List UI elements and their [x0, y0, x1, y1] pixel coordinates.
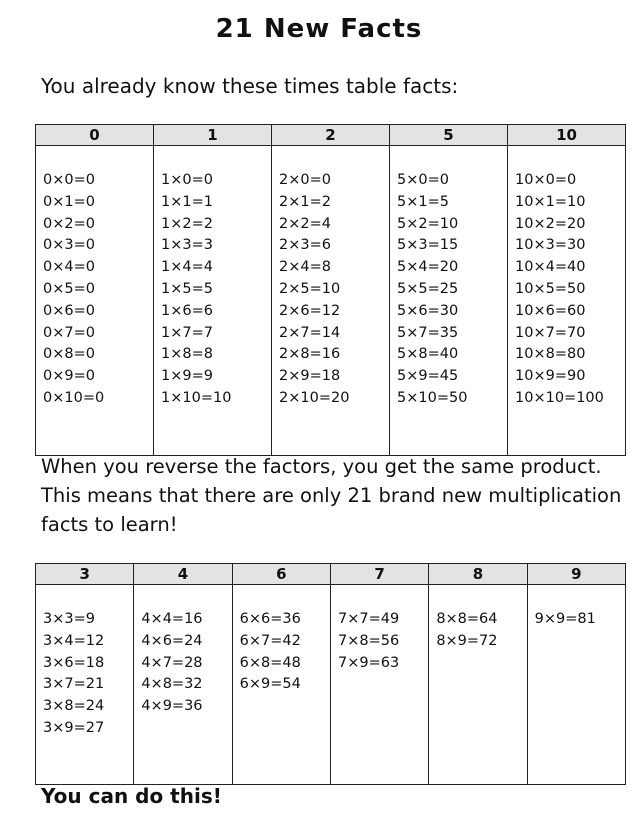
fact-entry: 7×9=63 — [337, 654, 400, 671]
fact-entry: 10×2=20 — [515, 215, 586, 232]
explanation-paragraph: When you reverse the factors, you get the same product. This means that there are only 21 brand new multiplication facts to learn! — [41, 455, 622, 536]
column-header: 6 — [232, 564, 330, 585]
column-header: 4 — [134, 564, 232, 585]
fact-entry: 1×10=10 — [161, 389, 232, 406]
fact-entry: 8×9=72 — [436, 632, 498, 649]
fact-entry: 2×4=8 — [279, 259, 331, 276]
fact-entry: 1×3=3 — [161, 237, 213, 254]
fact-entry: 3×9=27 — [43, 719, 105, 736]
fact-entry: 6×8=48 — [239, 654, 301, 671]
page-title: 21 New Facts — [215, 14, 423, 44]
fact-entry: 4×4=16 — [141, 611, 203, 627]
fact-entry: 0×10=0 — [43, 389, 105, 406]
fact-entry: 6×7=42 — [239, 632, 301, 649]
fact-entry: 1×1=1 — [161, 193, 213, 210]
fact-entry: 2×0=0 — [279, 172, 331, 188]
fact-entry: 2×8=16 — [279, 346, 341, 363]
fact-entry: 0×5=0 — [43, 280, 95, 297]
facts-column — [232, 585, 330, 785]
fact-entry: 10×1=10 — [515, 193, 586, 210]
fact-entry: 6×9=54 — [239, 676, 301, 693]
facts-column — [527, 585, 625, 785]
fact-entry: 2×7=14 — [279, 324, 341, 341]
closing-text: You can do this! — [41, 784, 222, 808]
fact-entry: 2×5=10 — [279, 280, 341, 297]
facts-column — [330, 585, 428, 785]
fact-entry: 0×8=0 — [43, 346, 95, 363]
column-header: 3 — [36, 564, 134, 585]
fact-entry: 5×2=10 — [397, 215, 459, 232]
column-header: 0 — [36, 125, 154, 146]
fact-entry: 5×6=30 — [397, 302, 459, 319]
fact-entry: 0×6=0 — [43, 302, 95, 319]
fact-entry: 3×3=9 — [43, 611, 95, 627]
column-header: 1 — [154, 125, 272, 146]
fact-entry: 4×8=32 — [141, 676, 203, 693]
fact-entry: 4×6=24 — [141, 632, 203, 649]
fact-entry: 0×3=0 — [43, 237, 95, 254]
fact-entry: 10×8=80 — [515, 346, 586, 363]
fact-entry: 8×8=64 — [436, 611, 498, 627]
fact-entry: 1×2=2 — [161, 215, 213, 232]
fact-entry: 0×2=0 — [43, 215, 95, 232]
fact-entry: 2×10=20 — [279, 389, 350, 406]
intro-text: You already know these times table facts: — [41, 74, 459, 98]
column-header: 10 — [508, 125, 626, 146]
known-facts-table — [35, 124, 626, 456]
fact-entry: 10×7=70 — [515, 324, 586, 341]
fact-entry: 2×2=4 — [279, 215, 331, 232]
fact-entry: 10×6=60 — [515, 302, 586, 319]
fact-entry: 0×0=0 — [43, 172, 95, 188]
column-header: 5 — [390, 125, 508, 146]
fact-entry: 6×6=36 — [239, 611, 301, 627]
fact-entry: 5×7=35 — [397, 324, 459, 341]
fact-entry: 4×9=36 — [141, 698, 203, 715]
fact-entry: 5×5=25 — [397, 280, 459, 297]
fact-entry: 1×9=9 — [161, 368, 213, 385]
fact-entry: 7×7=49 — [337, 611, 400, 627]
fact-entry: 1×8=8 — [161, 346, 213, 363]
facts-column — [36, 585, 134, 785]
fact-entry: 0×1=0 — [43, 193, 95, 210]
new-facts-table — [35, 563, 626, 785]
column-header: 2 — [272, 125, 390, 146]
fact-entry: 0×9=0 — [43, 368, 95, 385]
fact-entry: 5×8=40 — [397, 346, 459, 363]
fact-entry: 10×9=90 — [515, 368, 586, 385]
fact-entry: 10×4=40 — [515, 259, 586, 276]
facts-column — [390, 146, 508, 456]
fact-entry: 3×4=12 — [43, 632, 105, 649]
fact-entry: 0×7=0 — [43, 324, 95, 341]
fact-entry: 3×6=18 — [43, 654, 105, 671]
fact-entry: 2×6=12 — [279, 302, 341, 319]
column-header: 9 — [527, 564, 625, 585]
fact-entry: 1×4=4 — [161, 259, 213, 276]
fact-entry: 5×1=5 — [397, 193, 449, 210]
fact-entry: 3×8=24 — [43, 698, 105, 715]
fact-entry: 5×3=15 — [397, 237, 459, 254]
fact-entry: 2×1=2 — [279, 193, 331, 210]
fact-entry: 5×0=0 — [397, 172, 449, 188]
fact-entry: 10×0=0 — [515, 172, 577, 188]
fact-entry: 5×9=45 — [397, 368, 459, 385]
fact-entry: 1×6=6 — [161, 302, 213, 319]
fact-entry: 2×9=18 — [279, 368, 341, 385]
fact-entry: 0×4=0 — [43, 259, 95, 276]
facts-column — [429, 585, 527, 785]
fact-entry: 10×3=30 — [515, 237, 586, 254]
column-header: 7 — [330, 564, 428, 585]
facts-column — [134, 585, 232, 785]
facts-column — [154, 146, 272, 456]
facts-column — [36, 146, 154, 456]
facts-column — [272, 146, 390, 456]
fact-entry: 2×3=6 — [279, 237, 331, 254]
column-header: 8 — [429, 564, 527, 585]
fact-entry: 10×10=100 — [515, 389, 604, 406]
fact-entry: 10×5=50 — [515, 280, 586, 297]
fact-entry: 1×7=7 — [161, 324, 213, 341]
fact-entry: 1×5=5 — [161, 280, 213, 297]
fact-entry: 9×9=81 — [534, 611, 596, 627]
facts-column — [508, 146, 626, 456]
fact-entry: 5×10=50 — [397, 389, 468, 406]
fact-entry: 7×8=56 — [337, 632, 400, 649]
fact-entry: 3×7=21 — [43, 676, 105, 693]
fact-entry: 5×4=20 — [397, 259, 459, 276]
fact-entry: 4×7=28 — [141, 654, 203, 671]
fact-entry: 1×0=0 — [161, 172, 213, 188]
